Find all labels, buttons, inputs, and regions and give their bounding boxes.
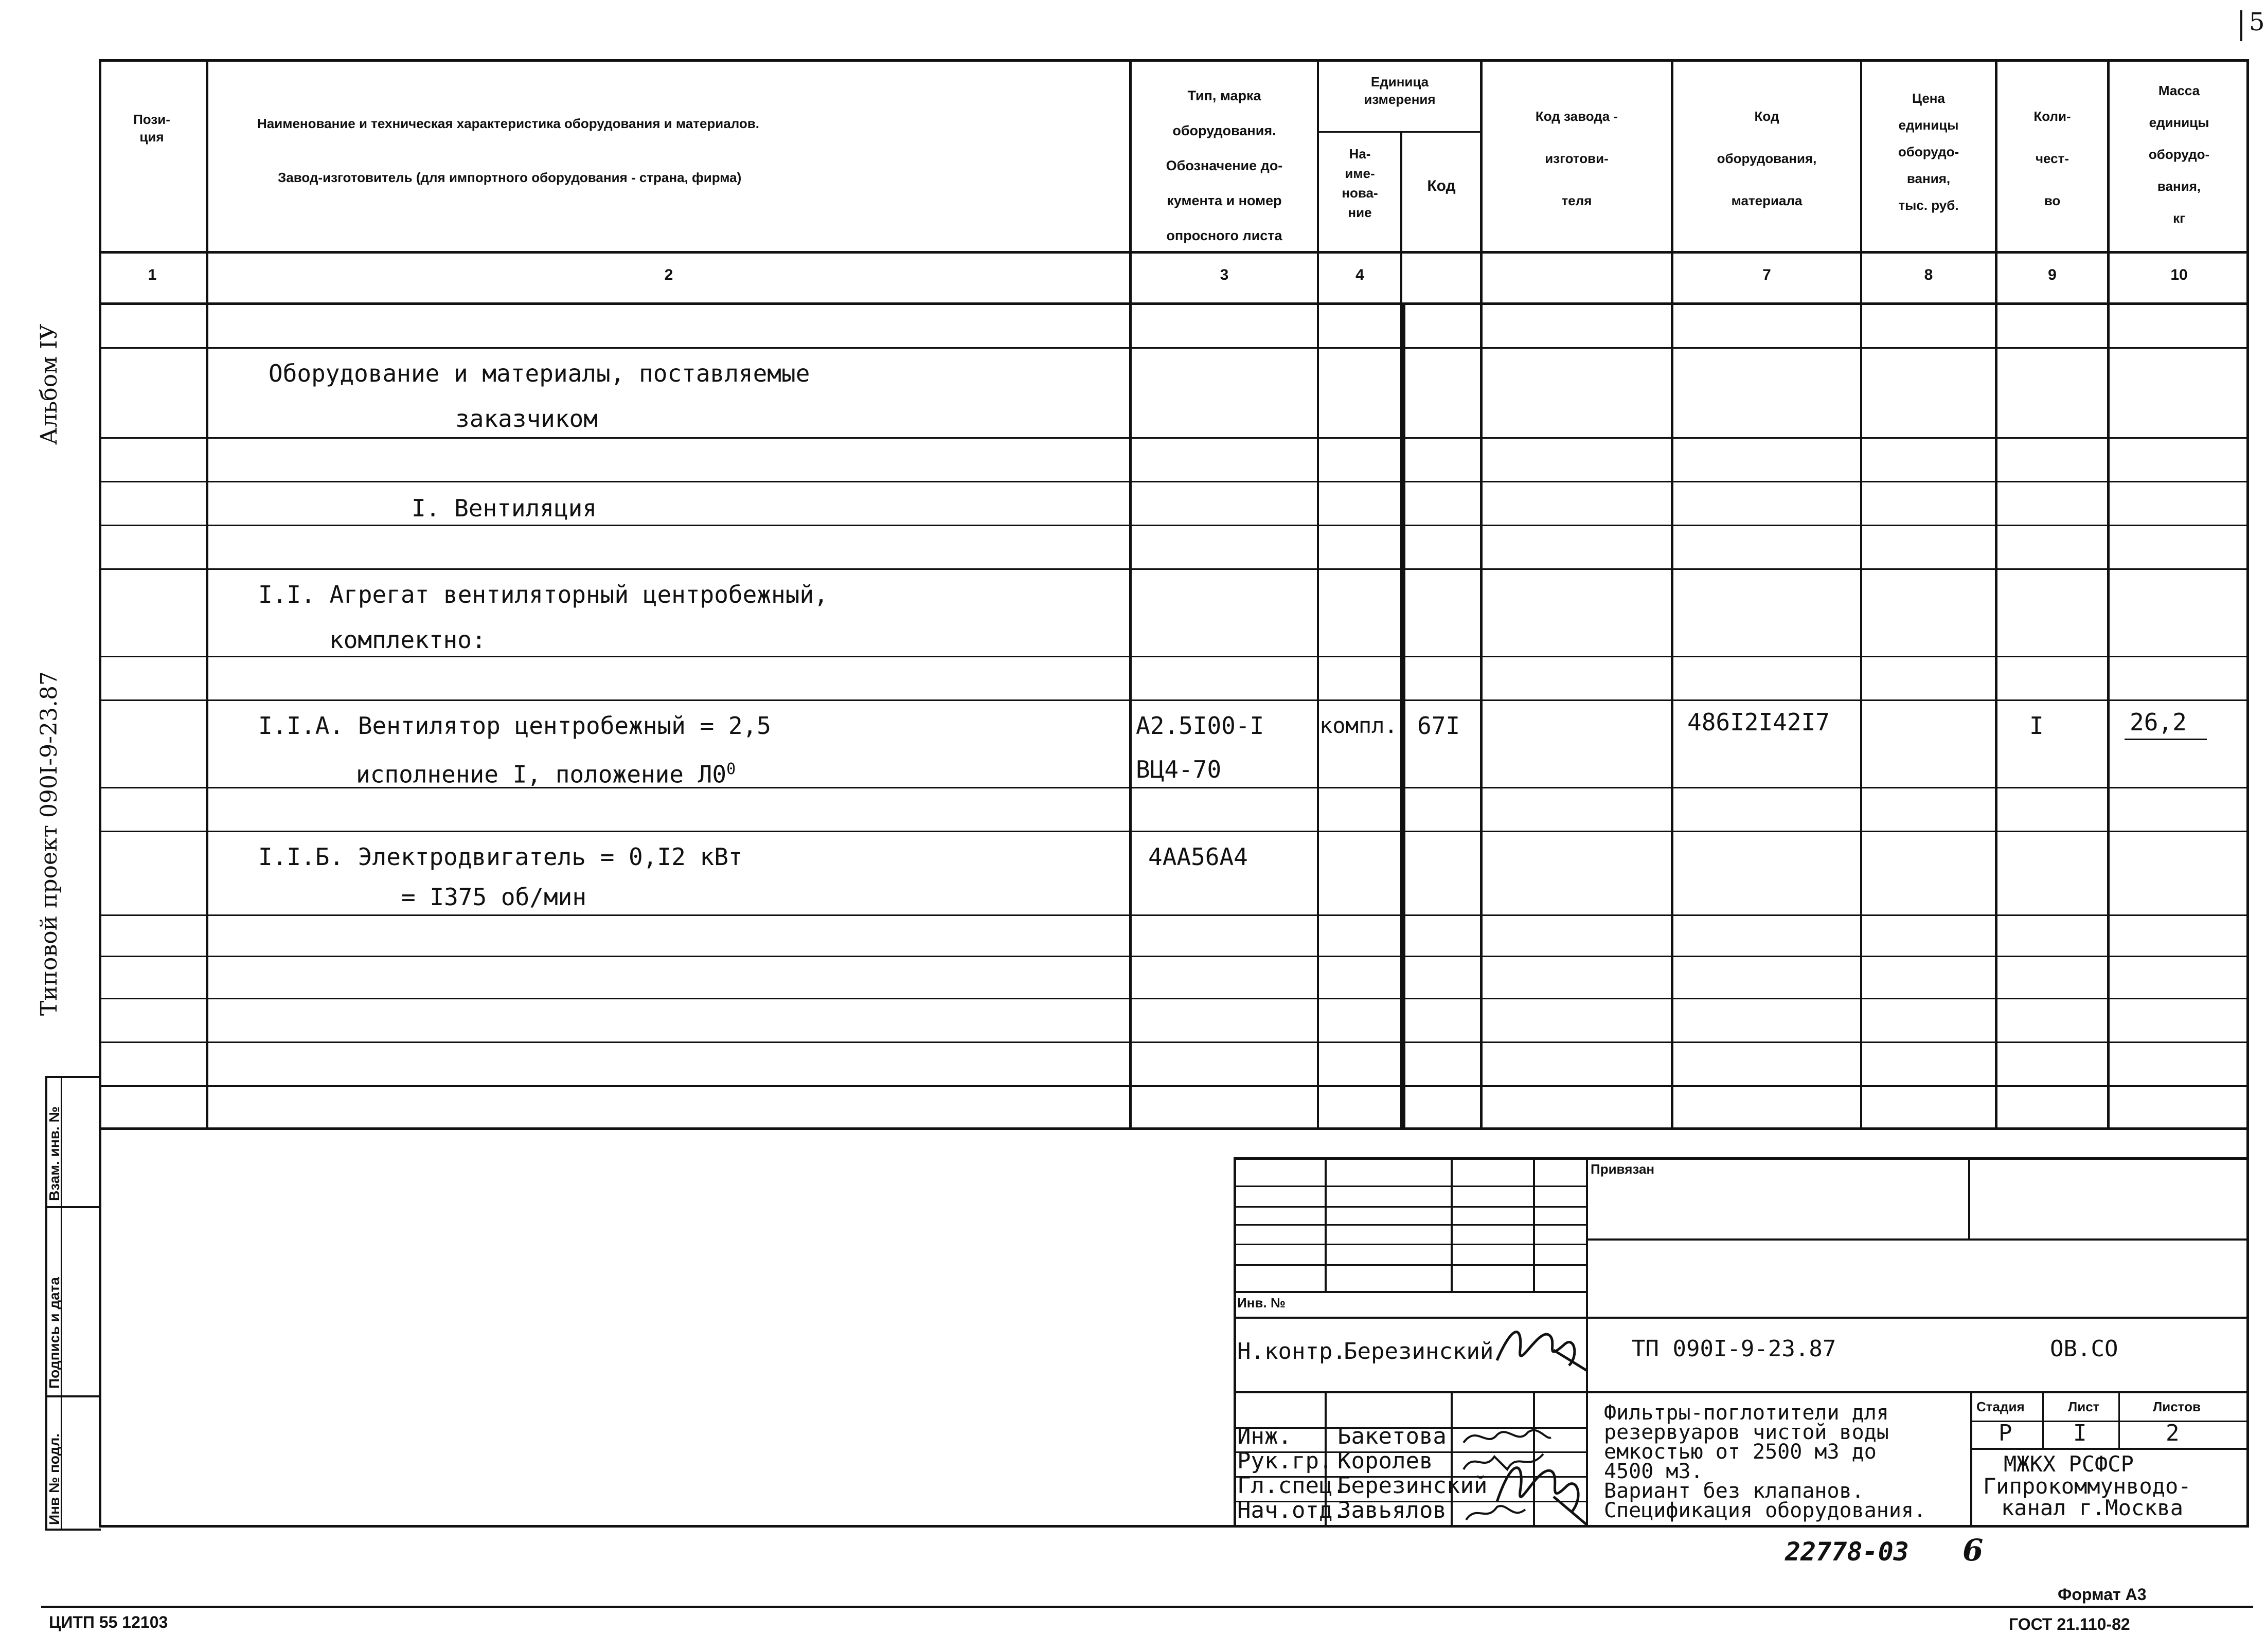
left-stamp: ЦИТП 55 12103 (49, 1613, 168, 1631)
section-title-cont: заказчиком (455, 405, 598, 433)
item-a-quantity: I (2029, 712, 2044, 740)
header-price: Цена единицы оборудо- вания, тыс. руб. (1898, 91, 1959, 213)
row-line (99, 437, 2249, 439)
tb-title-3: емкостью от 2500 м3 до (1604, 1440, 1877, 1464)
item-b-name-cont: = I375 об/мин (401, 883, 587, 911)
header-name-line2: Завод-изготовитель (для импортного оборудования - страна, фирма) (278, 170, 742, 185)
tb-right-divider (1970, 1391, 1972, 1528)
tb-org-1: МЖКХ РСФСР (2004, 1451, 2134, 1477)
header-mass: Масса единицы оборудо- вания, кг (2148, 83, 2210, 226)
table-bottom-line (99, 1127, 2249, 1130)
page-number-rule (2240, 10, 2242, 41)
col-number-4: 4 (1355, 266, 1364, 283)
tb-grid-h (1234, 1186, 1587, 1187)
tb-title-6: Спецификация оборудования. (1604, 1499, 1926, 1522)
row-line (99, 831, 2249, 832)
item-a-mass: 26,2 (2130, 708, 2187, 736)
header-position: Пози- ция (133, 112, 170, 145)
col-number-8: 8 (1924, 266, 1933, 283)
item-a-type: А2.5I00-I (1136, 712, 1264, 740)
tb-grid-h (1234, 1291, 1587, 1293)
tb-sheet-divider (2118, 1391, 2120, 1449)
signature-nach (1461, 1497, 1543, 1528)
col-line-7 (1860, 62, 1862, 1129)
mass-underline (2125, 739, 2207, 740)
strip-divider-1 (45, 1206, 101, 1208)
col-number-3: 3 (1220, 266, 1229, 283)
tb-stadiya-label: Стадия (1976, 1399, 2025, 1414)
tb-list-label: Лист (2068, 1399, 2100, 1414)
header-unit-group: Единица измерения (1364, 74, 1436, 107)
tb-left-line (1234, 1157, 1236, 1528)
archive-sheet: 6 (1962, 1533, 1984, 1568)
tb-stage-bottom (1970, 1448, 2249, 1450)
section-title: Оборудование и материалы, поставляемые (269, 360, 810, 387)
tb-title-1: Фильтры-поглотители для (1604, 1401, 1889, 1425)
tb-privyazan: Привязан (1591, 1161, 1655, 1177)
tb-listov-label: Листов (2153, 1399, 2201, 1414)
tb-gl-role: Гл.спец. (1237, 1473, 1346, 1499)
item-a-name: I.I.А. Вентилятор центробежный = 2,5 (258, 712, 771, 740)
row-line (99, 656, 2249, 657)
tb-doc-code: ТП 090I-9-23.87 (1632, 1336, 1836, 1362)
archive-number: 22778-03 (1785, 1537, 1909, 1567)
tb-list: I (2073, 1420, 2087, 1446)
tb-line-560 (1234, 1317, 2249, 1319)
header-unit-name: На- име- нова- ние (1342, 146, 1378, 220)
tb-line-705 (1234, 1391, 2249, 1393)
tb-listov: 2 (2166, 1420, 2180, 1446)
strip-top-border (45, 1076, 101, 1078)
tb-grid-h (1234, 1206, 1587, 1208)
strip-divider-2 (45, 1395, 101, 1397)
row-line (99, 998, 2249, 999)
tb-privyazan-divider (1968, 1157, 1970, 1240)
col-line-8 (1995, 62, 1997, 1129)
tb-stadiya: Р (1999, 1420, 2012, 1446)
col-line-1 (206, 62, 208, 1129)
tb-grid-h (1234, 1224, 1587, 1226)
header-factory-code: Код завода - изготови- теля (1535, 109, 1618, 208)
row-line (99, 699, 2249, 701)
item-b-name: I.I.Б. Электродвигатель = 0,I2 кВт (258, 843, 743, 871)
col-number-10: 10 (2170, 266, 2188, 283)
header-unit-code: Код (1427, 177, 1456, 194)
header-type: Тип, марка оборудования. Обозначение до- кумента и номер опросного листа (1166, 88, 1283, 243)
col-line-6 (1671, 62, 1673, 1129)
unit-group-line (1317, 131, 1482, 133)
item-b-type: 4АА56А4 (1148, 843, 1248, 871)
col-number-9: 9 (2048, 266, 2057, 283)
item-1-1: I.I. Агрегат вентиляторный центробежный, (258, 581, 828, 608)
vzam-inv-label: Взам. инв. № (46, 1106, 62, 1201)
page-number: 5 (2249, 8, 2265, 37)
item-a-equipment-code: 486I2I42I7 (1687, 708, 1830, 736)
header-name-line1: Наименование и техническая характеристика оборудования и материалов. (257, 116, 760, 131)
tb-inv-no: Инв. № (1237, 1295, 1286, 1310)
col-line-4-bold (1402, 303, 1405, 1129)
col-line-5 (1480, 62, 1483, 1129)
item-a-type-2: ВЦ4-70 (1136, 756, 1222, 783)
row-line (99, 1085, 2249, 1087)
item-a-unit-code: 67I (1417, 712, 1460, 740)
tb-grid-h (1234, 1264, 1587, 1266)
row-line (99, 914, 2249, 916)
tb-grid-h (1234, 1244, 1587, 1245)
tb-title-4: 4500 м3. (1604, 1460, 1703, 1483)
signature-nkontr (1492, 1314, 1595, 1381)
row-line (99, 525, 2249, 526)
tb-ruk-name: Королев (1337, 1448, 1433, 1474)
tb-inzh-name: Бакетова (1337, 1423, 1447, 1449)
col-line-3 (1317, 62, 1319, 1129)
row-line (99, 956, 2249, 957)
tb-nkontr-name: Березинский (1344, 1338, 1494, 1364)
strip-bottom-border (45, 1529, 101, 1531)
col-number-2: 2 (664, 266, 673, 283)
item-a-unit: компл. (1319, 713, 1398, 738)
tb-title-2: резервуаров чистой воды (1604, 1421, 1889, 1444)
tb-lower-v2 (1451, 1391, 1453, 1528)
tb-title-5: Вариант без клапанов. (1604, 1479, 1864, 1503)
col-number-7: 7 (1762, 266, 1771, 283)
tb-gl-name: Березинский (1337, 1473, 1488, 1499)
tb-ruk-role: Рук.гр. (1237, 1448, 1333, 1474)
tb-top-line (1234, 1157, 2249, 1160)
subsection-title: I. Вентиляция (412, 494, 597, 522)
podpis-data-label: Подпись и дата (46, 1277, 62, 1389)
inv-podl-label: Инв № подл. (46, 1433, 62, 1525)
tb-org-2: Гипрокоммунводо- (1983, 1474, 2191, 1499)
tb-privyazan-bottom (1586, 1238, 2249, 1241)
footer-rule (41, 1606, 2253, 1608)
row-line (99, 481, 2249, 482)
tb-nach-name: Завьялов (1337, 1497, 1447, 1523)
item-a-name-cont: исполнение I, положение $Л0^0$ (356, 760, 736, 788)
tb-inzh-role: Инж. (1237, 1423, 1292, 1449)
row-line (99, 347, 2249, 349)
col-number-1: 1 (148, 266, 157, 283)
row-line (99, 1042, 2249, 1043)
colnum-bottom-line (99, 302, 2249, 305)
project-label: Типовой проект 090I-9-23.87 (36, 671, 62, 1016)
tb-nkontr-role: Н.контр. (1237, 1338, 1346, 1364)
gost-label: ГОСТ 21.110-82 (2009, 1615, 2130, 1633)
tb-org-3: канал г.Москва (2001, 1495, 2184, 1520)
row-line (99, 568, 2249, 570)
header-quantity: Коли- чест- во (2033, 109, 2071, 208)
album-label: Альбом IУ (36, 324, 62, 445)
tb-stage-divider (2042, 1391, 2044, 1449)
item-1-1-cont: комплектно: (329, 626, 486, 654)
tb-doc-mark: ОВ.СО (2050, 1336, 2118, 1362)
tb-nach-role: Нач.отд. (1237, 1497, 1346, 1523)
format-label: Формат А3 (2058, 1585, 2147, 1604)
header-equipment-code: Код оборудования, материала (1717, 109, 1817, 208)
